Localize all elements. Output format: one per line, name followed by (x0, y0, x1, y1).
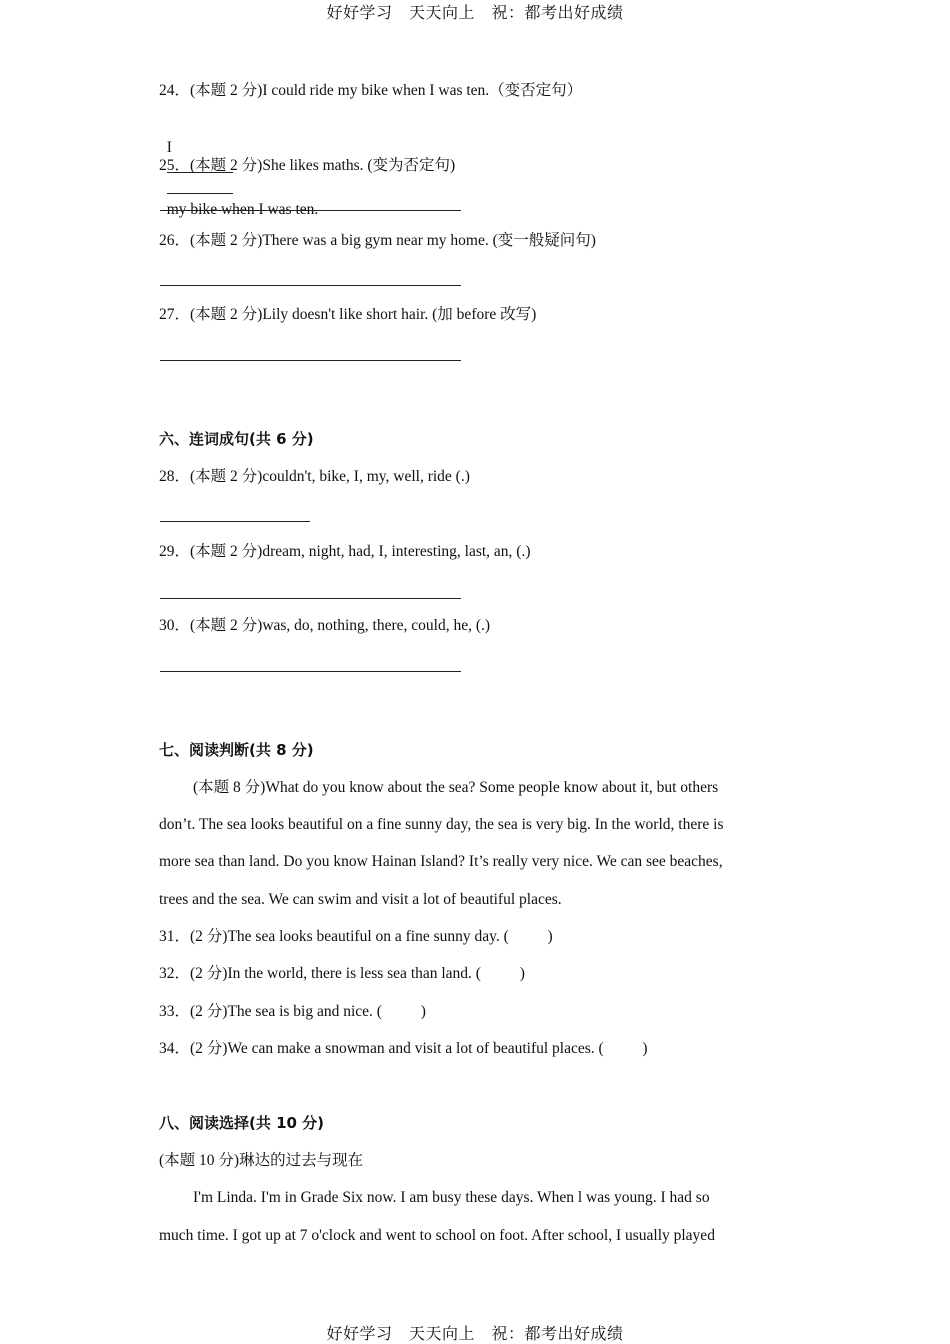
passage-7-line-3: more sea than land. Do you know Hainan Island? It’s really very nice. We can see beaches, (159, 853, 723, 870)
question-29: 29．(本题 2 分)dream, night, had, I, interesting, last, an, (.) (159, 543, 531, 560)
question-31: 31．(2 分)The sea looks beautiful on a fine sunny day. ( ) (159, 928, 553, 945)
question-32: 32．(2 分)In the world, there is less sea than land. ( ) (159, 965, 525, 982)
question-25: 25．(本题 2 分)She likes maths. (变为否定句) (159, 157, 456, 174)
section-7-title: 七、阅读判断(共 8 分) (159, 741, 314, 759)
q24-subject: I (166, 139, 172, 156)
question-34: 34．(2 分)We can make a snowman and visit a lot of beautiful places. ( ) (159, 1040, 648, 1057)
page-footer: 好好学习 天天向上 祝：都考出好成绩 (326, 1326, 624, 1343)
answer-line-26[interactable] (160, 285, 461, 286)
answer-blank-2[interactable] (167, 179, 233, 194)
q24-remainder: my bike when I was ten. (166, 201, 319, 218)
section-8-title: 八、阅读选择(共 10 分) (159, 1114, 325, 1132)
passage-8-line-2: much time. I got up at 7 o'clock and went to school on foot. After school, I usually played (159, 1227, 715, 1244)
question-28: 28．(本题 2 分)couldn't, bike, I, my, well, ride (.) (159, 468, 470, 485)
answer-line-25[interactable] (160, 210, 461, 211)
question-33: 33．(2 分)The sea is big and nice. ( ) (159, 1003, 426, 1020)
passage-7-line-4: trees and the sea. We can swim and visit a lot of beautiful places. (159, 891, 562, 908)
answer-line-27[interactable] (160, 360, 461, 361)
question-26: 26．(本题 2 分)There was a big gym near my home. (变一般疑问句) (159, 232, 596, 249)
question-27: 27．(本题 2 分)Lily doesn't like short hair. (加 before 改写) (159, 306, 537, 323)
passage-8-intro: (本题 10 分)琳达的过去与现在 (159, 1152, 364, 1169)
question-30: 30．(本题 2 分)was, do, nothing, there, could, he, (.) (159, 617, 491, 634)
answer-line-28[interactable] (160, 521, 310, 522)
passage-8-line-1: I'm Linda. I'm in Grade Six now. I am busy these days. When l was young. I had so (193, 1189, 710, 1206)
question-24: 24．(本题 2 分)I could ride my bike when I was ten.（变否定句） (159, 82, 583, 99)
answer-line-29[interactable] (160, 598, 461, 599)
answer-line-30[interactable] (160, 671, 461, 672)
page-header: 好好学习 天天向上 祝：都考出好成绩 (326, 5, 624, 22)
section-6-title: 六、连词成句(共 6 分) (159, 430, 314, 448)
passage-7-line-1: (本题 8 分)What do you know about the sea? Some people know about it, but others (193, 779, 719, 796)
passage-7-line-2: don’t. The sea looks beautiful on a fine sunny day, the sea is very big. In the world, there is (159, 816, 724, 833)
